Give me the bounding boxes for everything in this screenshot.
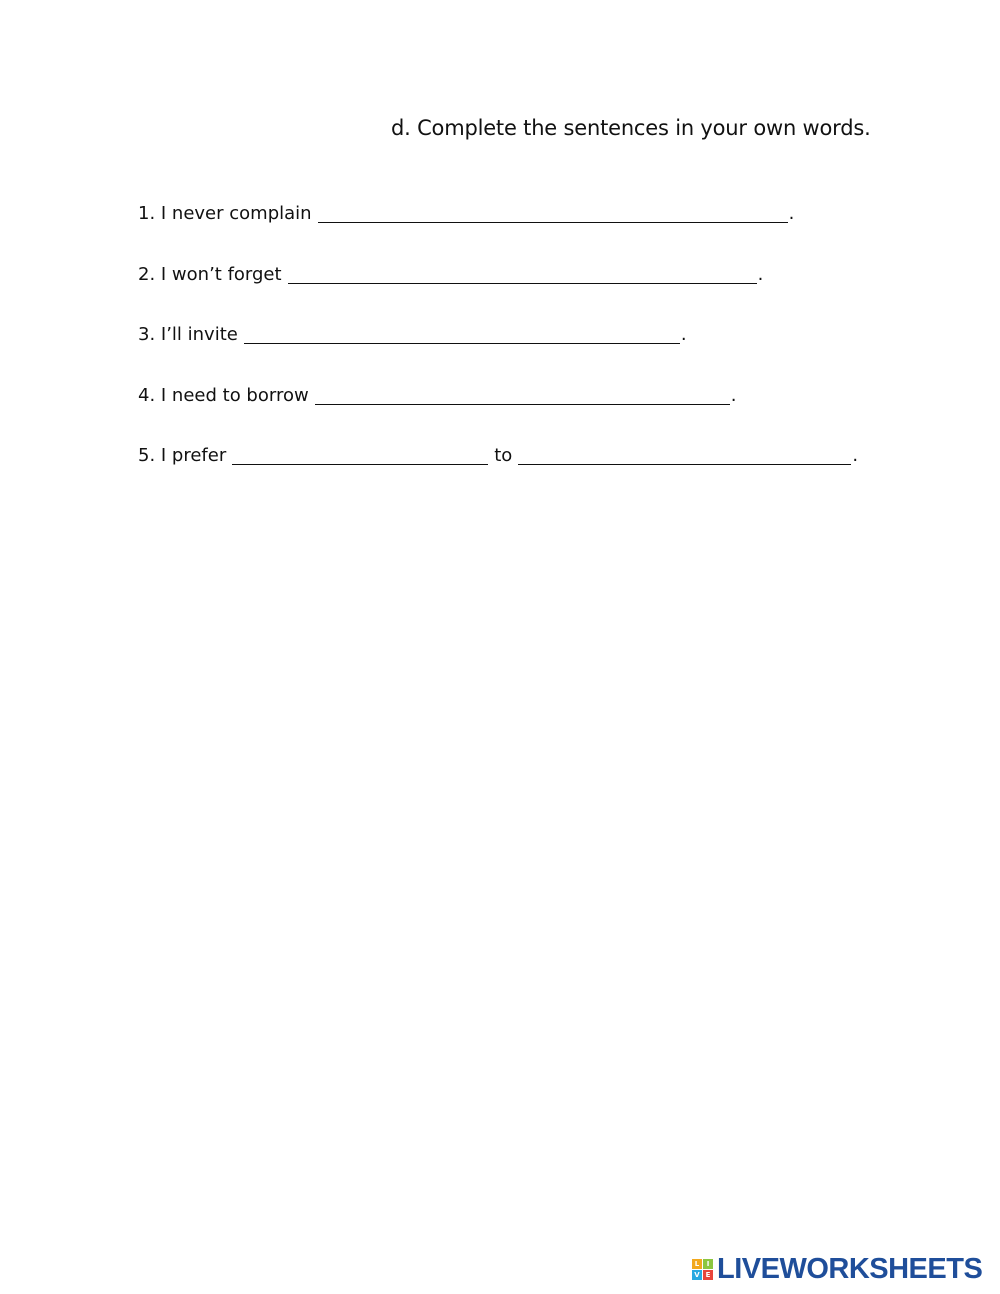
answer-blank-3[interactable] — [244, 325, 680, 344]
worksheet-title: d. Complete the sentences in your own words. — [391, 116, 871, 140]
answer-blank-2[interactable] — [288, 265, 757, 284]
logo-mark-icon — [692, 1259, 713, 1280]
sentence-item-2 — [138, 264, 763, 286]
logo-cell: L — [692, 1259, 702, 1269]
sentence-item-4 — [138, 385, 736, 407]
sentence-prompt: 5. I prefer — [138, 445, 227, 466]
sentence-item-3 — [138, 324, 687, 346]
sentence-prompt: 4. I need to borrow — [138, 385, 309, 406]
answer-blank-5a[interactable] — [232, 446, 488, 465]
sentence-prompt: 3. I’ll invite — [138, 324, 238, 345]
sentence-item-1 — [138, 203, 794, 225]
sentence-end: . — [680, 324, 687, 345]
logo-cell: E — [703, 1270, 713, 1280]
sentence-prompt: 1. I never complain — [138, 203, 312, 224]
liveworksheets-logo — [692, 1252, 982, 1286]
sentence-prompt: 2. I won’t forget — [138, 264, 282, 285]
answer-blank-1[interactable] — [318, 204, 788, 223]
sentence-end: . — [757, 264, 764, 285]
logo-cell: V — [692, 1270, 702, 1280]
sentence-end: . — [852, 445, 859, 466]
sentence-item-5 — [138, 445, 858, 467]
sentence-middle: to — [494, 445, 513, 466]
sentence-end: . — [788, 203, 795, 224]
answer-blank-4[interactable] — [315, 386, 730, 405]
logo-wordmark: LIVEWORKSHEETS — [717, 1252, 983, 1285]
sentence-end: . — [730, 385, 737, 406]
logo-cell: I — [703, 1259, 713, 1269]
answer-blank-5b[interactable] — [518, 446, 851, 465]
